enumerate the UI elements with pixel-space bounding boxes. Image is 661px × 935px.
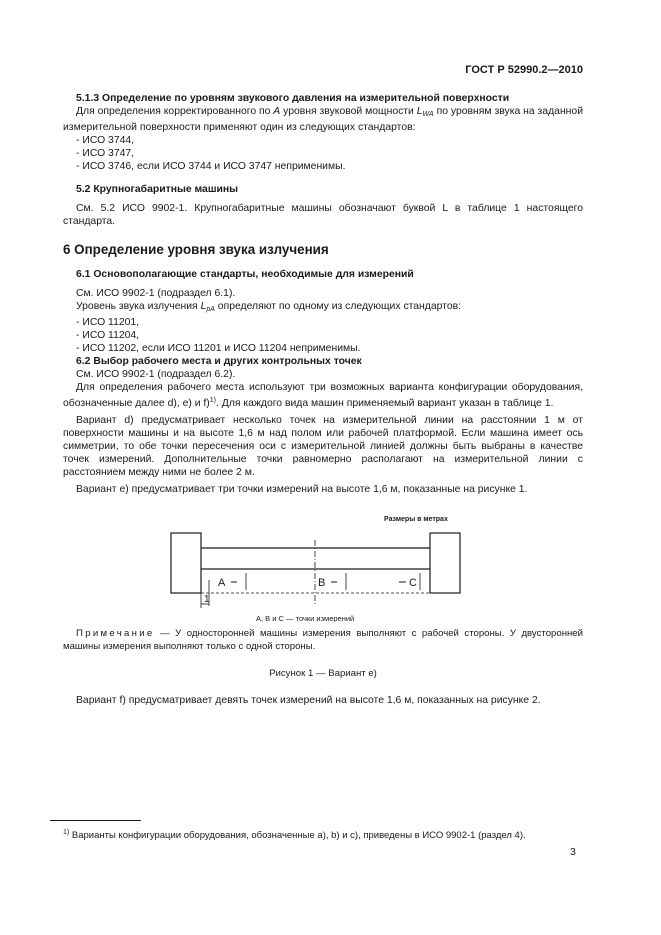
list-item: - ИСО 3744,: [76, 135, 135, 146]
list-item: - ИСО 11201,: [76, 317, 140, 328]
figure-1-diagram: [63, 510, 583, 622]
section-61-heading: 6.1 Основополагающие стандарты, необходимые для измерений: [76, 269, 414, 280]
figure-1: [63, 510, 583, 622]
footnote: $^{1)}$ Варианты конфигурации оборудования, обозначенные а), b) и с), приведены в ИСО 9902-1 (раздел 4).: [63, 829, 526, 841]
after-figure-paragraph: Вариант f) предусматривает девять точек измерений на высоте 1,6 м, показанных на рисунке 2.: [76, 695, 541, 706]
section-62-paragraph: Для определения рабочего места используют три возможных варианта конфигурации оборудования, обозначенные далее d), e) и f)$^{1)}$. Для каждого вида машин применяемый вариант указан в таблице 1.: [63, 382, 583, 409]
dim-1-label: 1: [204, 594, 210, 605]
page-number: 3: [570, 846, 576, 858]
section-52-heading: 5.2 Крупногабаритные машины: [76, 184, 239, 195]
section-62-paragraph: Вариант d) предусматривает несколько точек на измерительной линии на расстоянии 1 м от поверхности машины и на высоте 1,6 м над полом или рабочей платформой. Если машина имеет ось симметрии, то обе точки пересечения оси с измерительной линией должны быть выбраны в качестве точек измерений. Дополнительные точки равномерно располагают на измерительной линии с расстоянием между ними не более 2 м.: [63, 415, 583, 478]
section-513-paragraph: Для определения корректированного по А уровня звуковой мощности $L_{WA}$ по уровням звука на заданной измерительной поверхности применяют один из следующих стандартов:: [63, 106, 584, 133]
section-52-paragraph: См. 5.2 ИСО 9902-1. Крупногабаритные машины обозначают буквой L в таблице 1 настоящего стандарта.: [63, 203, 583, 227]
machine-block-right: [430, 533, 460, 593]
section-61-paragraph: Уровень звука излучения $L_{pA}$ определяют по одному из следующих стандартов:: [76, 301, 462, 313]
footnote-rule: [50, 820, 141, 821]
figure-caption: Рисунок 1 — Вариант е): [269, 668, 377, 679]
list-item: - ИСО 11202, если ИСО 11201 и ИСО 11204 неприменимы.: [76, 343, 361, 354]
machine-block-left: [171, 533, 201, 593]
figure-legend: А, В и С — точки измерений: [256, 614, 355, 622]
dims-label: Размеры в метрах: [384, 516, 448, 523]
page-content: [63, 92, 583, 707]
section-513-heading: 5.1.3 Определение по уровням звукового давления на измерительной поверхности: [76, 93, 510, 104]
section-62-paragraph: Вариант е) предусматривает три точки измерений на высоте 1,6 м, показанные на рисунке 1.: [76, 484, 528, 495]
section-62-paragraph: См. ИСО 9902-1 (подраздел 6.2).: [76, 369, 236, 380]
point-b-label: В: [318, 577, 326, 589]
list-item: - ИСО 11204,: [76, 330, 140, 341]
section-61-paragraph: См. ИСО 9902-1 (подраздел 6.1).: [76, 288, 236, 299]
standard-header: ГОСТ Р 52990.2—2010: [465, 64, 583, 76]
point-c-label: С: [409, 577, 417, 589]
section-62-heading: 6.2 Выбор рабочего места и других контрольных точек: [76, 356, 362, 367]
figure-note: Примечание — У односторонней машины измерения выполняют с рабочей стороны. У двусторонней машины измерения выполняют только с одной стороны.: [63, 628, 583, 652]
point-a-label: А: [218, 577, 226, 589]
list-item: - ИСО 3746, если ИСО 3744 и ИСО 3747 неприменимы.: [76, 161, 346, 172]
section-6-heading: 6 Определение уровня звука излучения: [63, 242, 329, 257]
list-item: - ИСО 3747,: [76, 148, 135, 159]
